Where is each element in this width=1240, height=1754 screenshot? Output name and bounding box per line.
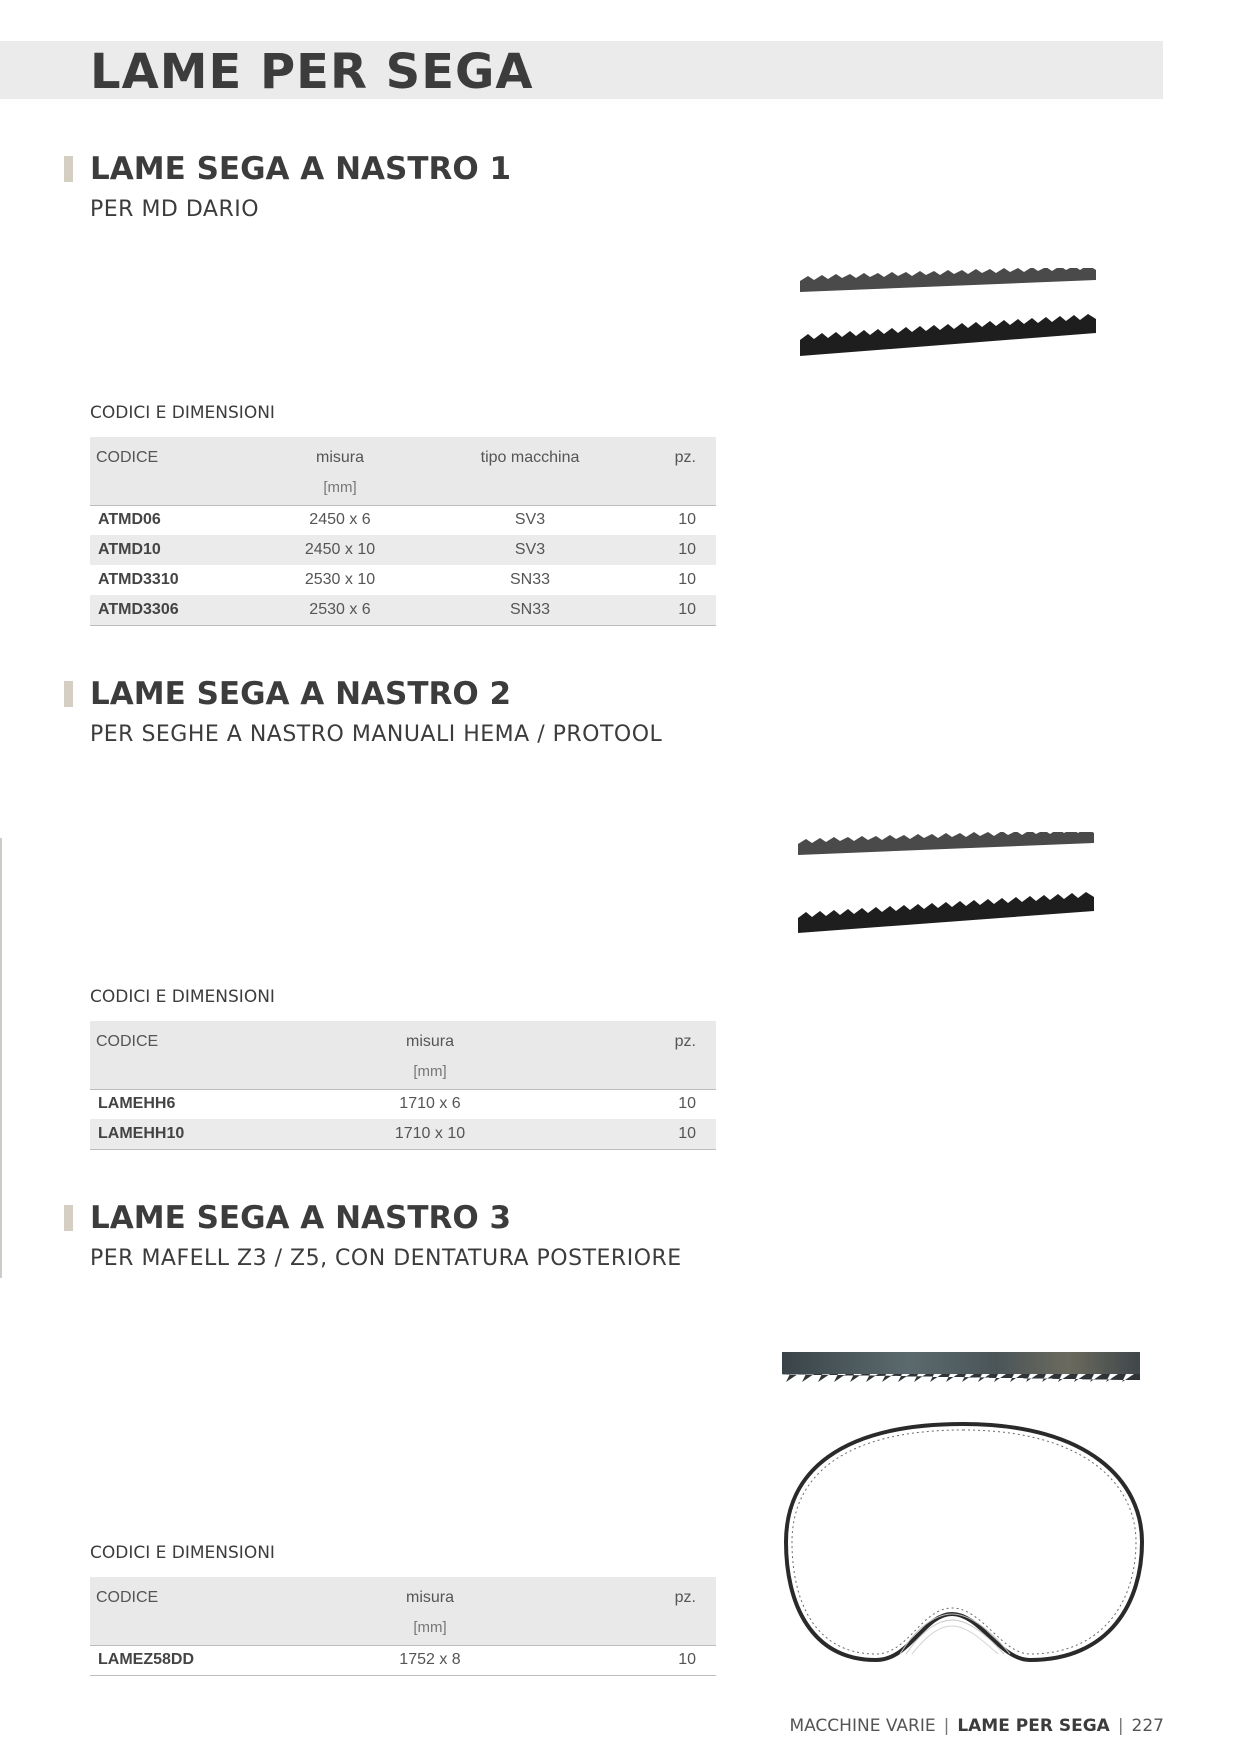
section-title-3: LAME SEGA A NASTRO 3 — [90, 1200, 512, 1236]
table-row — [90, 1089, 716, 1119]
page-edge-line — [0, 838, 2, 1278]
cell-codice: ATMD06 — [98, 511, 161, 529]
header-pz: pz. — [674, 449, 696, 466]
cell-misura: 2450 x 10 — [304, 541, 376, 558]
saw-blade-thin — [798, 832, 1094, 855]
section-title-1: LAME SEGA A NASTRO 1 — [90, 151, 512, 187]
table-row — [90, 535, 716, 565]
cell-pz: 10 — [678, 571, 696, 588]
header-misura: misura — [405, 1589, 454, 1606]
cell-misura: 1752 x 8 — [290, 1645, 570, 1675]
codes-label-1: CODICI E DIMENSIONI — [90, 403, 275, 423]
section-marker — [64, 156, 73, 182]
page-number: 227 — [1131, 1716, 1164, 1736]
saw-blade-photo-2 — [798, 832, 1098, 940]
saw-blade-thick — [800, 314, 1096, 356]
cell-codice: LAMEHH6 — [98, 1095, 176, 1113]
section-marker — [64, 681, 73, 707]
cell-pz: 10 — [640, 595, 716, 625]
cell-misura: 2530 x 10 — [304, 571, 376, 588]
saw-blade-thin — [800, 268, 1096, 292]
cell-codice: LAMEZ58DD — [90, 1645, 290, 1675]
header-unit: [mm] — [290, 1611, 570, 1645]
footer-section: LAME PER SEGA — [957, 1716, 1110, 1736]
codes-table-1 — [90, 437, 716, 626]
page-title: LAME PER SEGA — [90, 44, 534, 100]
cell-pz: 10 — [678, 511, 696, 529]
cell-pz: 10 — [570, 1119, 716, 1149]
page-footer: MACCHINE VARIE | LAME PER SEGA | 227 — [789, 1716, 1164, 1736]
codes-label-2: CODICI E DIMENSIONI — [90, 987, 275, 1007]
header-misura: misura — [405, 1033, 454, 1050]
table-row — [90, 595, 716, 625]
header-pz: pz. — [674, 1033, 696, 1050]
saw-blade-thick — [798, 892, 1094, 933]
cell-codice: ATMD3306 — [90, 595, 260, 625]
header-tipo-macchina: tipo macchina — [480, 449, 580, 466]
cell-pz: 10 — [570, 1645, 716, 1675]
codes-table-2 — [90, 1021, 716, 1150]
header-misura: misura — [315, 449, 364, 466]
saw-blade-photo-1 — [800, 268, 1100, 358]
section-subtitle-1: PER MD DARIO — [90, 197, 260, 222]
cell-pz: 10 — [678, 1095, 696, 1113]
section-subtitle-3: PER MAFELL Z3 / Z5, CON DENTATURA POSTERIORE — [90, 1246, 682, 1271]
table-row — [90, 505, 716, 535]
cell-pz: 10 — [678, 541, 696, 558]
codes-label-3: CODICI E DIMENSIONI — [90, 1543, 275, 1563]
cell-misura: 1710 x 10 — [290, 1119, 570, 1149]
cell-codice: ATMD3310 — [98, 571, 179, 588]
header-unit: [mm] — [290, 1055, 570, 1089]
cell-codice: ATMD10 — [98, 541, 161, 558]
header-unit: [mm] — [260, 471, 420, 505]
cell-misura: 2530 x 6 — [260, 595, 420, 625]
cell-tipo-macchina: SN33 — [420, 595, 640, 625]
saw-blade-photo-3 — [780, 1352, 1146, 1668]
section-marker — [64, 1205, 73, 1231]
saw-blade-strip — [782, 1352, 1140, 1382]
cell-codice: LAMEHH10 — [90, 1119, 290, 1149]
cell-misura: 1710 x 6 — [399, 1095, 461, 1113]
header-codice: CODICE — [96, 449, 159, 466]
cell-tipo-macchina: SV3 — [514, 511, 546, 529]
table-row — [90, 1119, 716, 1149]
saw-blade-loop — [786, 1424, 1142, 1660]
codes-table-3 — [90, 1577, 716, 1676]
cell-misura: 2450 x 6 — [309, 511, 371, 529]
cell-tipo-macchina: SN33 — [509, 571, 551, 588]
cell-tipo-macchina: SV3 — [514, 541, 546, 558]
header-codice: CODICE — [96, 1033, 159, 1050]
table-row — [90, 565, 716, 595]
header-codice: CODICE — [96, 1589, 159, 1606]
footer-chapter: MACCHINE VARIE — [789, 1716, 936, 1736]
section-subtitle-2: PER SEGHE A NASTRO MANUALI HEMA / PROTOOL — [90, 722, 663, 747]
header-pz: pz. — [674, 1589, 696, 1606]
section-title-2: LAME SEGA A NASTRO 2 — [90, 676, 512, 712]
table-row — [90, 1645, 716, 1675]
